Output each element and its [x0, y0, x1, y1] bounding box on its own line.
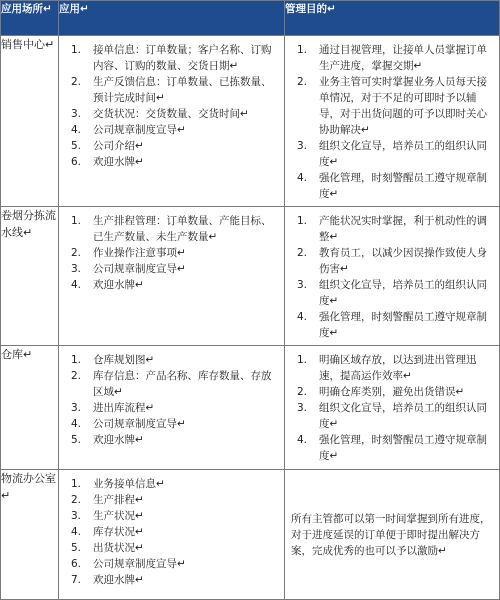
list-item [59, 492, 280, 508]
item-number: 1. [296, 354, 307, 366]
item-number: 2. [70, 76, 81, 88]
item-text: 公司规章制度宣导↵ [93, 263, 186, 275]
item-number: 4. [296, 311, 307, 323]
item-text: 进出库流程↵ [93, 402, 155, 414]
goal-cell [285, 470, 500, 600]
item-number: 7. [70, 574, 81, 586]
list-item [285, 400, 495, 432]
item-number: 1. [70, 215, 81, 227]
item-text: 强化管理，时刻警醒员工遵守规章制度↵ [319, 172, 487, 200]
item-text: 生产反馈信息：订单数量、已拣数量、预计完成时间↵ [93, 76, 272, 104]
table-row [1, 470, 500, 600]
header-application: 应用↵ [59, 1, 285, 36]
goal-list [285, 346, 499, 468]
application-cell [59, 207, 285, 346]
list-item [59, 213, 280, 245]
item-text: 作业操作注意事项↵ [93, 247, 186, 259]
table-row [1, 36, 500, 207]
application-list [59, 36, 284, 174]
item-text: 公司规章制度宣导↵ [93, 124, 186, 136]
goal-cell [285, 346, 500, 470]
item-text: 欢迎水牌↵ [93, 279, 144, 291]
list-item [285, 384, 495, 400]
item-text: 明确区域存放，以达到进出管理迅速，提高运作效率↵ [319, 354, 477, 382]
item-number: 3. [296, 140, 307, 152]
table-row [1, 207, 500, 346]
table-header-row [1, 1, 500, 36]
item-text: 业务接单信息↵ [93, 478, 165, 490]
application-list [59, 346, 284, 452]
list-item [59, 352, 280, 368]
item-number: 1. [296, 44, 307, 56]
item-text: 产能状况实时掌握，利于机动性的调整↵ [319, 215, 487, 243]
place-cell: 卷烟分拣流水线↵ [1, 207, 59, 346]
list-item [59, 508, 280, 524]
item-text: 组织文化宣导，培养员工的组织认同度↵ [319, 140, 487, 168]
item-text: 生产排程管理：订单数量、产能目标、已生产数量、未生产数量↵ [93, 215, 272, 243]
item-text: 交货状况：交货数量、交货时间↵ [93, 108, 249, 120]
goal-cell [285, 207, 500, 346]
item-number: 3. [70, 108, 81, 120]
item-number: 4. [70, 279, 81, 291]
item-text: 公司介绍↵ [93, 140, 144, 152]
goal-cell [285, 36, 500, 207]
list-item [59, 416, 280, 432]
list-item [59, 540, 280, 556]
goal-list [285, 207, 499, 345]
application-cell [59, 346, 285, 470]
list-item [285, 213, 495, 245]
list-item [59, 154, 280, 170]
item-text: 公司规章制度宣导↵ [93, 558, 186, 570]
item-number: 1. [296, 215, 307, 227]
list-item [59, 138, 280, 154]
table-body [1, 36, 500, 600]
item-text: 组织文化宣导，培养员工的组织认同度↵ [319, 279, 487, 307]
item-text: 出货状况↵ [93, 542, 144, 554]
list-item [59, 245, 280, 261]
item-number: 4. [296, 172, 307, 184]
place-cell: 物流办公室↵ [1, 470, 59, 600]
item-text: 欢迎水牌↵ [93, 156, 144, 168]
item-text: 通过目视管理，让接单人员掌握订单生产进度，掌握交期↵ [319, 44, 487, 72]
list-item [285, 309, 495, 341]
item-text: 组织文化宣导，培养员工的组织认同度↵ [319, 402, 487, 430]
item-number: 2. [70, 494, 81, 506]
item-number: 5. [70, 542, 81, 554]
item-number: 1. [70, 354, 81, 366]
item-number: 2. [70, 247, 81, 259]
list-item [285, 245, 495, 277]
item-number: 3. [70, 263, 81, 275]
item-number: 5. [70, 140, 81, 152]
place-cell: 销售中心↵ [1, 36, 59, 207]
item-number: 2. [296, 386, 307, 398]
list-item [59, 261, 280, 277]
list-item [59, 74, 280, 106]
header-goal: 管理目的↵ [285, 1, 500, 36]
goal-text: 所有主管都可以第一时间掌握到所有进度，对于进度延误的订单便于即时提出解决方案，完成优秀的也可以予以激励↵ [291, 512, 491, 557]
list-item [285, 42, 495, 74]
item-text: 欢迎水牌↵ [93, 434, 144, 446]
item-text: 接单信息：订单数量；客户名称、订购内容、订购的数量、交货日期↵ [93, 44, 272, 72]
item-text: 业务主管可实时掌握业务人员每天接单情况，对于不足的可即时予以辅导，对于出货问题的可予以即时关心协助解决↵ [319, 76, 487, 136]
place-cell: 仓库↵ [1, 346, 59, 470]
item-number: 4. [70, 526, 81, 538]
list-item [285, 74, 495, 138]
item-number: 6. [70, 558, 81, 570]
list-item [59, 368, 280, 400]
item-number: 4. [70, 418, 81, 430]
list-item [285, 352, 495, 384]
item-number: 3. [296, 402, 307, 414]
item-text: 强化管理，时刻警醒员工遵守规章制度↵ [319, 434, 487, 462]
goal-list [285, 36, 499, 206]
list-item [59, 476, 280, 492]
item-number: 2. [296, 76, 307, 88]
header-place: 应用场所↵ [1, 1, 59, 36]
list-item [59, 400, 280, 416]
item-number: 3. [70, 402, 81, 414]
item-number: 4. [296, 434, 307, 446]
item-text: 库存状况↵ [93, 526, 144, 538]
item-text: 欢迎水牌↵ [93, 574, 144, 586]
application-list [59, 470, 284, 592]
list-item [285, 138, 495, 170]
list-item [59, 524, 280, 540]
item-number: 1. [70, 478, 81, 490]
item-number: 2. [70, 370, 81, 382]
item-text: 公司规章制度宣导↵ [93, 418, 186, 430]
table-row [1, 346, 500, 470]
item-number: 5. [70, 434, 81, 446]
item-number: 1. [70, 44, 81, 56]
item-text: 生产状况↵ [93, 510, 144, 522]
list-item [59, 106, 280, 122]
list-item [59, 556, 280, 572]
list-item [59, 572, 280, 588]
list-item [59, 42, 280, 74]
item-text: 明确仓库类别，避免出货错误↵ [319, 386, 465, 398]
item-text: 仓库规划图↵ [93, 354, 155, 366]
list-item [285, 432, 495, 464]
item-number: 3. [70, 510, 81, 522]
application-cell [59, 36, 285, 207]
item-text: 库存信息：产品名称、库存数量、存放区域↵ [93, 370, 272, 398]
application-cell [59, 470, 285, 600]
list-item [285, 170, 495, 202]
item-number: 4. [70, 124, 81, 136]
item-number: 6. [70, 156, 81, 168]
application-list [59, 207, 284, 297]
list-item [59, 277, 280, 293]
item-text: 教育员工，以减少因误操作致使人身伤害↵ [319, 247, 487, 275]
list-item [59, 432, 280, 448]
list-item [285, 277, 495, 309]
item-number: 3. [296, 279, 307, 291]
list-item [59, 122, 280, 138]
item-text: 强化管理，时刻警醒员工遵守规章制度↵ [319, 311, 487, 339]
item-text: 生产排程↵ [93, 494, 144, 506]
item-number: 2. [296, 247, 307, 259]
